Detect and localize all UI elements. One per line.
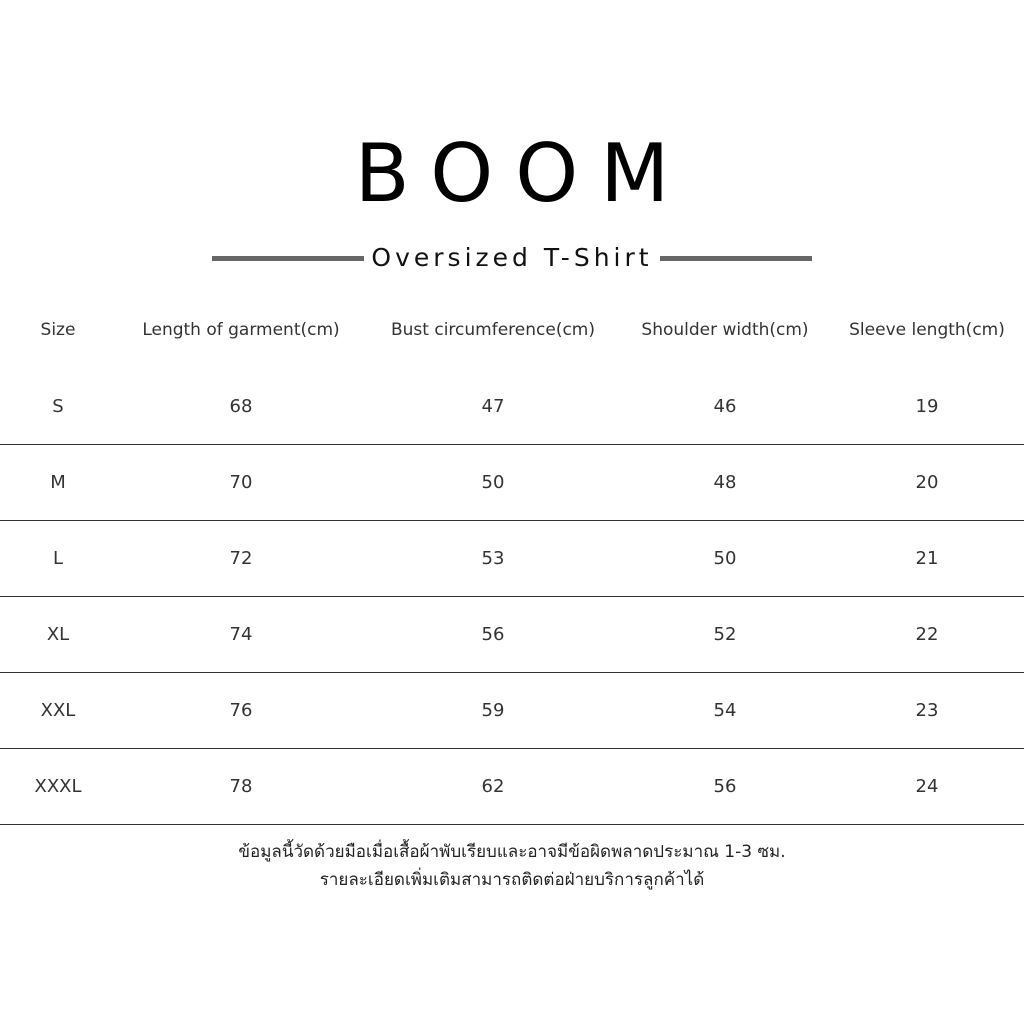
table-row: [0, 368, 1024, 444]
length-cell: 74: [229, 623, 253, 645]
length-cell: 68: [229, 395, 253, 417]
bust-cell: 50: [481, 471, 505, 493]
length-cell: 78: [229, 775, 253, 797]
shoulder-cell: 56: [713, 775, 737, 797]
table-row: [0, 748, 1024, 824]
product-subtitle: Oversized T-Shirt: [371, 243, 653, 272]
sleeve-cell: 20: [915, 471, 939, 493]
bust-cell: 62: [481, 775, 505, 797]
bust-cell: 59: [481, 699, 505, 721]
subtitle-rule-left: [212, 256, 364, 261]
brand-title: BOOM: [354, 127, 692, 220]
size-cell: M: [50, 471, 66, 493]
bust-cell: 47: [481, 395, 505, 417]
shoulder-cell: 46: [713, 395, 737, 417]
shoulder-cell: 52: [713, 623, 737, 645]
size-cell: S: [52, 395, 64, 417]
sleeve-cell: 24: [915, 775, 939, 797]
bust-cell: 56: [481, 623, 505, 645]
size-cell: XXXL: [34, 775, 82, 797]
sleeve-cell: 23: [915, 699, 939, 721]
header-length: Length of garment(cm): [142, 320, 340, 340]
contact-note: รายละเอียดเพิ่มเติมสามารถติดต่อฝ่ายบริการลูกค้าได้: [319, 870, 705, 890]
subtitle-rule-right: [660, 256, 812, 261]
sleeve-cell: 22: [915, 623, 939, 645]
shoulder-cell: 54: [713, 699, 737, 721]
size-table-header: [0, 314, 1024, 346]
header-sleeve: Sleeve length(cm): [849, 320, 1005, 340]
table-row: [0, 596, 1024, 672]
subtitle-row: [212, 242, 812, 274]
header-shoulder: Shoulder width(cm): [641, 320, 809, 340]
length-cell: 70: [229, 471, 253, 493]
table-row: [0, 520, 1024, 596]
length-cell: 72: [229, 547, 253, 569]
shoulder-cell: 50: [713, 547, 737, 569]
size-cell: XXL: [40, 699, 76, 721]
shoulder-cell: 48: [713, 471, 737, 493]
header-size: Size: [40, 320, 76, 340]
row-divider: [0, 824, 1024, 825]
table-row: [0, 672, 1024, 748]
size-cell: XL: [46, 623, 70, 645]
sleeve-cell: 19: [915, 395, 939, 417]
sleeve-cell: 21: [915, 547, 939, 569]
table-row: [0, 444, 1024, 520]
measurement-note: ข้อมูลนี้วัดด้วยมือเมื่อเสื้อผ้าพับเรียบและอาจมีข้อผิดพลาดประมาณ 1-3 ซม.: [238, 842, 786, 862]
size-cell: L: [52, 547, 64, 569]
bust-cell: 53: [481, 547, 505, 569]
header-bust: Bust circumference(cm): [391, 320, 595, 340]
length-cell: 76: [229, 699, 253, 721]
